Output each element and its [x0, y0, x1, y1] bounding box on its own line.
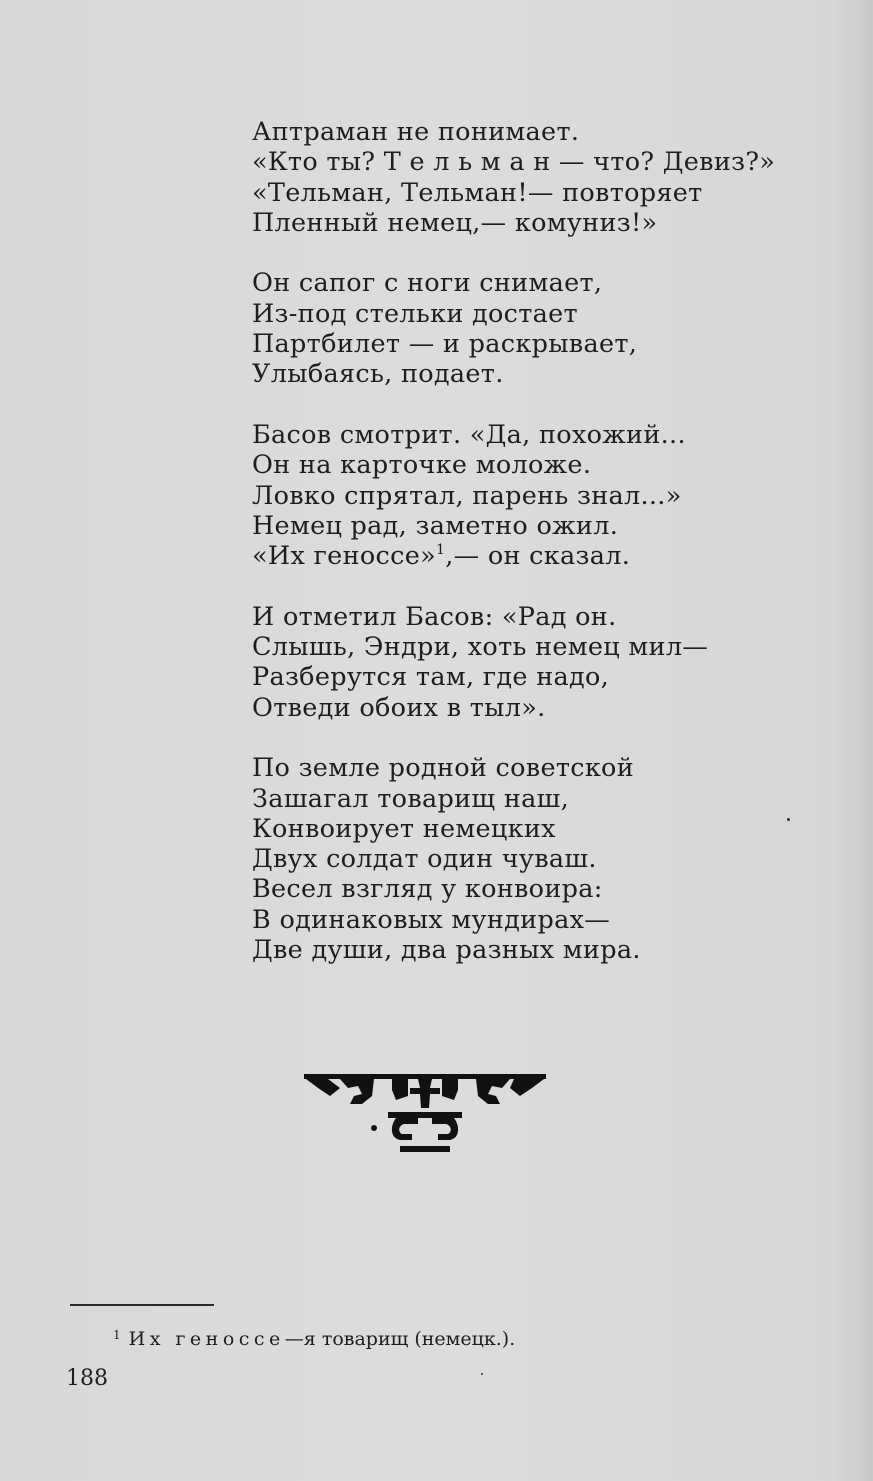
poem-line: В одинаковых мундирах— — [252, 904, 611, 935]
poem-line: По земле родной советской — [252, 753, 635, 784]
poem-line: Партбилет — и раскрывает, — [252, 329, 638, 360]
poem-line: Он на карточке моложе. — [252, 450, 592, 481]
poem-line-part: «Их геноссе» — [252, 541, 436, 572]
footnote — [113, 1322, 515, 1352]
poem-line: Двух солдат один чуваш. — [252, 844, 597, 875]
page-number: 188 — [66, 1366, 108, 1391]
poem-line: Он сапог с ноги снимает, — [252, 268, 603, 299]
footnote-text: —я товарищ (немецк.). — [284, 1328, 516, 1350]
print-speck — [481, 1373, 483, 1375]
stanza-4 — [252, 602, 812, 723]
poem-line: Конвоирует немецких — [252, 813, 556, 844]
stanza-3 — [252, 420, 812, 571]
poem-line: Аптраман не понимает. — [252, 117, 580, 147]
stanza-5 — [252, 753, 812, 965]
poem-line: Слышь, Эндри, хоть немец мил— — [252, 632, 709, 663]
poem-line: Две души, два разных мира. — [252, 935, 641, 966]
poem-line-with-footnote — [252, 541, 812, 571]
poem-line: Немец рад, заметно ожил. — [252, 510, 619, 541]
poem-line: Ловко спрятал, парень знал...» — [252, 480, 682, 511]
print-speck — [787, 818, 790, 821]
chuvash-ornament-icon — [300, 1066, 550, 1158]
poem-line-part: ,— он сказал. — [445, 541, 631, 572]
footnote-marker: 1 — [113, 1328, 121, 1342]
poem-line: Зашагал товарищ наш, — [252, 783, 570, 814]
stanza-1 — [252, 117, 812, 238]
poem-line: Весел взгляд у конвоира: — [252, 874, 603, 905]
poem-line: Пленный немец,— комуниз!» — [252, 207, 658, 238]
poem-line: Отведи обоих в тыл». — [252, 692, 546, 723]
poem-line: Басов смотрит. «Да, похожий... — [252, 419, 686, 450]
poem-text — [252, 117, 812, 996]
poem-line: «Тельман, Тельман!— повторяет — [252, 177, 703, 208]
footnote-reference: 1 — [435, 542, 446, 559]
footnote-rule — [70, 1304, 214, 1306]
footnote-term: Их геноссе — [128, 1328, 285, 1350]
poem-line: Из-под стельки достает — [252, 298, 578, 329]
stanza-2 — [252, 268, 812, 389]
page-edge-shadow — [833, 0, 873, 1481]
poem-line: «Кто ты? Т е л ь м а н — что? Девиз?» — [252, 147, 776, 178]
poem-line: Разберутся там, где надо, — [252, 662, 610, 693]
poem-line: И отметил Басов: «Рад он. — [252, 601, 617, 632]
poem-line: Улыбаясь, подает. — [252, 359, 504, 390]
